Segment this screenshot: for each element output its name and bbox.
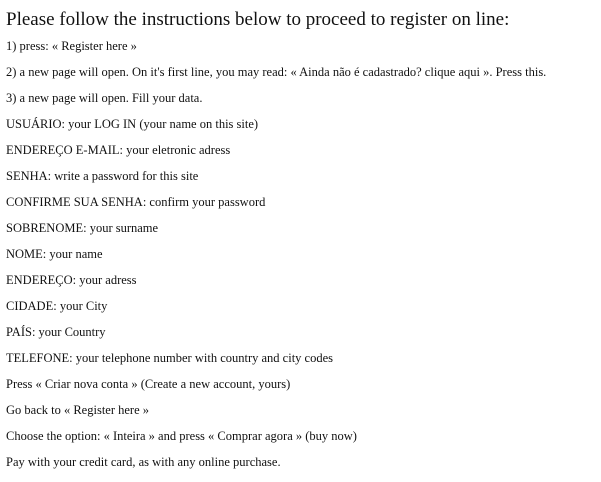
step-go-back: Go back to « Register here »	[6, 403, 150, 417]
step-choose-option: Choose the option: « Inteira » and press « Comprar agora » (buy now)	[6, 429, 357, 443]
step-pay: Pay with your credit card, as with any online purchase.	[6, 455, 281, 469]
field-cidade: CIDADE: your City	[6, 299, 108, 313]
field-email: ENDEREÇO E-MAIL: your eletronic adress	[6, 143, 231, 157]
field-endereco: ENDEREÇO: your adress	[6, 273, 137, 287]
field-nome: NOME: your name	[6, 247, 103, 261]
step-press-register: 1) press: « Register here »	[6, 39, 137, 53]
field-sobrenome: SOBRENOME: your surname	[6, 221, 159, 235]
step-fill-data: 3) a new page will open. Fill your data.	[6, 91, 203, 105]
field-telefone: TELEFONE: your telephone number with country and city codes	[6, 351, 334, 365]
field-senha: SENHA: write a password for this site	[6, 169, 199, 183]
field-pais: PAÍS: your Country	[6, 325, 106, 339]
field-confirm-senha: CONFIRME SUA SENHA: confirm your password	[6, 195, 266, 209]
step-create-account: Press « Criar nova conta » (Create a new account, yours)	[6, 377, 291, 391]
page-title: Please follow the instructions below to proceed to register on line:	[6, 9, 510, 30]
field-usuario: USUÁRIO: your LOG IN (your name on this site)	[6, 117, 259, 131]
instructions-page	[6, 9, 596, 481]
step-new-page-open: 2) a new page will open. On it's first line, you may read: « Ainda não é cadastrado? clique aqui ». Press this.	[6, 65, 547, 79]
